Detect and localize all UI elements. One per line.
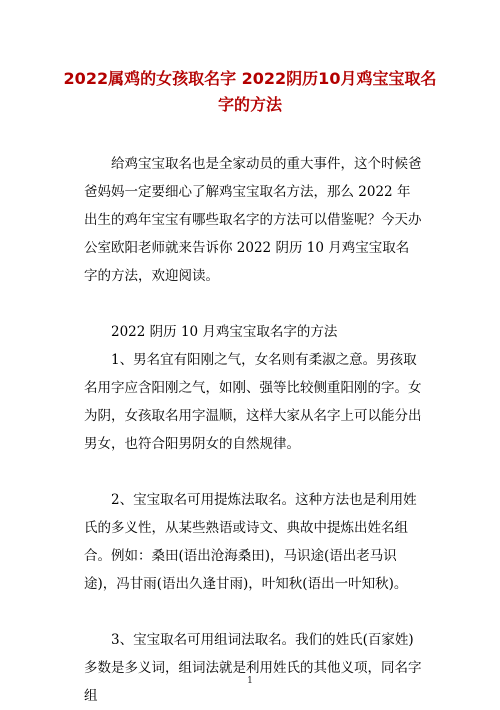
page-number: 1 xyxy=(247,676,253,686)
document-title: 2022属鸡的女孩取名字 2022阴历10月鸡宝宝取名字的方法 xyxy=(63,69,437,114)
paragraph-2: 2、宝宝取名可用提炼法取名。这种方法也是利用姓氏的多义性，从某些熟语或诗文、典故中提炼出姓名组合。例如：桑田(语出沧海桑田)，马识途(语出老马识途)，冯甘雨(语出久逢甘雨)，叶知秋(语出一叶知秋)。 xyxy=(84,492,417,592)
document-body xyxy=(84,150,422,710)
paragraph-1: 1、男名宜有阳刚之气，女名则有柔淑之意。男孩取名用字应含阳刚之气，如刚、强等比较侧重阳刚的字。女为阴，女孩取名用字温顺，这样大家从名字上可以能分出男女，也符合阳男阴女的自然规律。 xyxy=(84,352,422,452)
section-heading: 2022 阴历 10 月鸡宝宝取名字的方法 xyxy=(111,324,338,340)
paragraph-3: 3、宝宝取名可用组词法取名。我们的姓氏(百家姓)多数是多义词，组词法就是利用姓氏的其他义项，同名字组 xyxy=(84,632,422,704)
intro-paragraph: 给鸡宝宝取名也是全家动员的重大事件，这个时候爸爸妈妈一定要细心了解鸡宝宝取名方法，那么 2022 年出生的鸡年宝宝有哪些取名字的方法可以借鉴呢？今天办公室欧阳老师就来告诉你 2022 阴历 10 月鸡宝宝取名字的方法，欢迎阅读。 xyxy=(84,156,422,284)
